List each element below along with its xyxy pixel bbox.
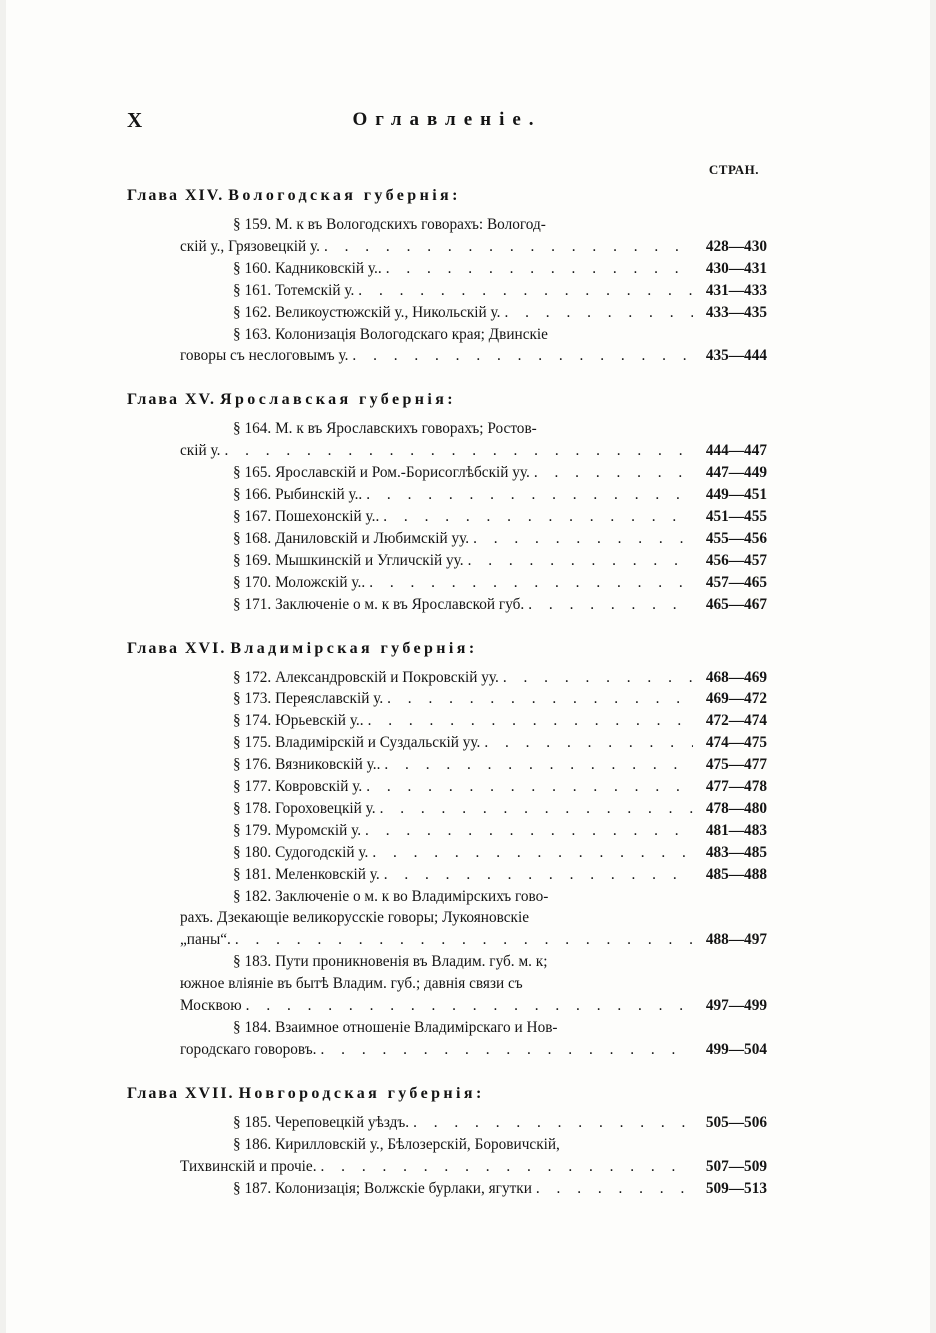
toc-entry-text: § 171. Заключеніе о м. к въ Ярославской губ. — [233, 595, 525, 613]
toc-entry-line — [127, 995, 767, 1017]
toc-entry-line — [127, 798, 767, 820]
chapter-heading — [127, 637, 767, 661]
toc-entry-line — [127, 440, 767, 462]
page-range: 456—457 — [705, 551, 767, 569]
toc-entry — [127, 418, 767, 462]
page-column-header: СТРАН. — [708, 162, 759, 177]
toc-entry-line — [127, 1112, 767, 1134]
toc-entry — [127, 258, 767, 280]
toc-entry-text: § 183. Пути проникновенія въ Владим. губ. м. к; — [233, 953, 548, 971]
toc-entry-text: § 177. Ковровскій у. — [233, 778, 363, 796]
toc-entry-text: § 187. Колонизація; Волжскіе бурлаки, ягутки — [233, 1179, 532, 1197]
toc-entry-text: § 159. М. к въ Вологодскихъ говорахъ: Вологод- — [233, 216, 546, 233]
dot-leader — [380, 754, 693, 776]
page-range: 509—513 — [705, 1179, 767, 1197]
toc-entry-text: § 168. Даниловскій и Любимскій уу. — [233, 529, 470, 547]
toc-entry-line — [127, 688, 767, 710]
dot-leader — [231, 929, 693, 951]
dot-leader — [499, 667, 693, 689]
toc-entry-line — [127, 258, 767, 280]
page-range: 428—430 — [705, 237, 767, 255]
dot-leader — [368, 842, 693, 864]
chapter-heading — [127, 184, 767, 208]
toc-entry-text: § 173. Переяславскій у. — [233, 690, 384, 708]
toc-entry-text: § 172. Александровскій и Покровскій уу. — [233, 668, 499, 686]
page-range: 483—485 — [705, 843, 767, 861]
page-range: 435—444 — [705, 347, 767, 365]
toc-entry-text: § 185. Череповецкій уѣздъ. — [233, 1113, 410, 1131]
dot-leader — [364, 710, 693, 732]
toc-entry-text: § 182. Заключеніе о м. к во Владимірскихъ гово- — [233, 887, 549, 905]
toc-entry-line — [127, 820, 767, 842]
toc-entry — [127, 594, 767, 616]
toc-entry — [127, 820, 767, 842]
page-range: 430—431 — [705, 259, 767, 277]
page-range: 451—455 — [705, 507, 767, 525]
dot-leader — [382, 258, 693, 280]
toc-entry-line — [127, 842, 767, 864]
page-range: 499—504 — [705, 1040, 767, 1058]
toc-entry — [127, 951, 767, 1017]
chapter-section — [127, 637, 767, 1061]
toc-entry-line — [127, 572, 767, 594]
page-range: 449—451 — [705, 486, 767, 504]
toc-entry-text: § 179. Муромскій у. — [233, 821, 362, 839]
page-range: 477—478 — [705, 778, 767, 796]
toc-entry — [127, 842, 767, 864]
page-range: 472—474 — [705, 712, 767, 730]
toc-entry-text: скій у. — [180, 442, 221, 460]
toc-entry-text: § 186. Кирилловскій у., Бѣлозерскій, Боровичскій, — [233, 1135, 560, 1153]
page-range: 488—497 — [705, 931, 767, 949]
toc-entry-line — [127, 710, 767, 732]
dot-leader — [317, 1039, 693, 1061]
chapter-section — [127, 1082, 767, 1200]
toc-entry-text: § 164. М. к въ Ярославскихъ говорахъ; Ростов- — [233, 420, 537, 438]
toc-entry-text: рахъ. Дзекающіе великорусскіе говоры; Лукояновскіе — [180, 909, 530, 927]
chapter-section — [127, 388, 767, 615]
toc-entry-text: § 169. Мышкинскій и Угличскій уу. — [233, 551, 464, 569]
dot-leader — [464, 550, 693, 572]
page-range: 481—483 — [705, 821, 767, 839]
chapter-label: Глава XIV. — [127, 187, 225, 204]
dot-leader — [469, 528, 693, 550]
toc-entry-line — [127, 550, 767, 572]
page-number: X — [127, 108, 143, 132]
toc-entry — [127, 688, 767, 710]
dot-leader — [530, 462, 693, 484]
dot-leader — [354, 280, 693, 302]
toc-entry-line — [127, 951, 767, 973]
toc-entry-line — [127, 1178, 767, 1200]
toc-entry-line — [127, 1017, 767, 1039]
page-range: 465—467 — [705, 595, 767, 613]
dot-leader — [242, 995, 693, 1017]
dot-leader — [501, 302, 694, 324]
page-range: 431—433 — [705, 281, 767, 299]
chapter-title: Новгородская губернія: — [238, 1084, 485, 1102]
chapter-title: Ярославская губернія: — [220, 391, 457, 409]
toc-entry-line — [127, 302, 767, 324]
toc-entry-line — [127, 324, 767, 346]
toc-entry — [127, 1178, 767, 1200]
page-range: 497—499 — [705, 997, 767, 1015]
toc-entry-text: § 175. Владимірскій и Суздальскій уу. — [233, 734, 481, 752]
toc-entry-line — [127, 462, 767, 484]
dot-leader — [409, 1112, 693, 1134]
toc-entry — [127, 798, 767, 820]
toc-entry-text: „паны“. — [180, 931, 231, 949]
dot-leader — [383, 688, 693, 710]
toc-entry-line — [127, 484, 767, 506]
page-range: 457—465 — [705, 573, 767, 591]
chapter-label: Глава XVII. — [127, 1084, 235, 1102]
toc-entry — [127, 864, 767, 886]
toc-entry-text: § 167. Пошехонскій у.. — [233, 507, 380, 525]
toc-entry-line — [127, 1134, 767, 1156]
toc-entry-text: § 161. Тотемскій у. — [233, 281, 355, 299]
toc-entry-text: § 162. Великоустюжскій у., Никольскій у. — [233, 303, 501, 321]
chapter-title: Вологодская губернія: — [228, 187, 461, 204]
page-range: 475—477 — [705, 756, 767, 774]
toc-entry — [127, 710, 767, 732]
dot-leader — [365, 572, 693, 594]
running-title: Оглавленіе. — [352, 109, 542, 130]
dot-leader — [220, 440, 693, 462]
page-range: 455—456 — [705, 529, 767, 547]
toc-entry-text: Тихвинскій и прочіе. — [180, 1157, 317, 1175]
dot-leader — [362, 484, 693, 506]
toc-entry — [127, 1134, 767, 1178]
dot-leader — [320, 236, 693, 258]
toc-entry-line — [127, 973, 767, 995]
toc-entry — [127, 302, 767, 324]
toc-entry — [127, 550, 767, 572]
toc-entry — [127, 754, 767, 776]
dot-leader — [380, 864, 693, 886]
toc-entry-line — [127, 280, 767, 302]
dot-leader — [376, 798, 693, 820]
dot-leader — [524, 594, 693, 616]
toc-entry — [127, 528, 767, 550]
toc-entry-line — [127, 886, 767, 908]
toc-entry-text: § 160. Кадниковскій у.. — [233, 259, 382, 277]
dot-leader — [317, 1156, 693, 1178]
toc-entry-text: § 174. Юрьевскій у.. — [233, 712, 364, 730]
toc-entry-text: § 184. Взаимное отношеніе Владимірскаго и Нов- — [233, 1019, 558, 1036]
toc-entry-line — [127, 528, 767, 550]
toc-entry-line — [127, 776, 767, 798]
toc-entry-text: городскаго говоровъ. — [180, 1040, 317, 1058]
toc-entry-line — [127, 594, 767, 616]
toc-entry — [127, 667, 767, 689]
toc-entry-line — [127, 1039, 767, 1061]
toc-entry-line — [127, 418, 767, 440]
page-range: 485—488 — [705, 865, 767, 883]
toc-entry-line — [127, 929, 767, 951]
page-range: 507—509 — [705, 1157, 767, 1175]
dot-leader — [361, 820, 693, 842]
toc-entry — [127, 484, 767, 506]
toc-entry-line — [127, 236, 767, 258]
toc-entry-text: § 165. Ярославскій и Ром.-Борисоглѣбскій уу. — [233, 464, 530, 482]
toc-entry — [127, 776, 767, 798]
toc-entry — [127, 1017, 767, 1061]
toc-entry — [127, 280, 767, 302]
toc-entry — [127, 732, 767, 754]
page-range: 469—472 — [705, 690, 767, 708]
toc-entry-line — [127, 754, 767, 776]
toc-entry-line — [127, 732, 767, 754]
toc-entry — [127, 886, 767, 952]
toc-entry-text: § 170. Моложскій у.. — [233, 573, 366, 591]
toc-entry-line — [127, 1156, 767, 1178]
toc-entry — [127, 572, 767, 594]
page-range: 433—435 — [705, 303, 767, 321]
dot-leader — [480, 732, 693, 754]
toc-entry — [127, 506, 767, 528]
dot-leader — [532, 1178, 693, 1200]
toc-entry — [127, 214, 767, 258]
dot-leader — [379, 506, 693, 528]
dot-leader — [362, 776, 693, 798]
toc-entry-line — [127, 667, 767, 689]
chapter-label: Глава XV. — [127, 391, 217, 409]
toc-entry-line — [127, 345, 767, 367]
page-range: 468—469 — [705, 668, 767, 686]
toc-entry — [127, 1112, 767, 1134]
toc-entry-text: § 176. Вязниковскій у.. — [233, 756, 381, 774]
page-range: 478—480 — [705, 799, 767, 817]
dot-leader — [348, 345, 693, 367]
toc-entry-text: южное вліяніе въ бытѣ Владим. губ.; давнія связи съ — [180, 975, 523, 993]
page-header — [127, 108, 767, 138]
toc-entry-line — [127, 907, 767, 929]
toc-entry-line — [127, 864, 767, 886]
table-of-contents — [127, 184, 767, 1220]
page-range: 444—447 — [705, 442, 767, 460]
chapter-label: Глава XVI. — [127, 639, 227, 657]
page-range: 447—449 — [705, 464, 767, 482]
toc-entry — [127, 462, 767, 484]
toc-entry-text: скій у., Грязовецкій у. — [180, 237, 320, 255]
toc-entry — [127, 324, 767, 368]
toc-entry-text: говоры съ неслоговымъ у. — [180, 347, 349, 365]
toc-entry-text: § 178. Гороховецкій у. — [233, 799, 376, 817]
chapter-title: Владимірская губернія: — [230, 639, 478, 657]
toc-entry-text: § 163. Колонизація Вологодскаго края; Двинскіе — [233, 325, 548, 343]
toc-entry-line — [127, 506, 767, 528]
page-range: 474—475 — [705, 734, 767, 752]
toc-entry-text: § 180. Судогодскій у. — [233, 843, 369, 861]
chapter-heading — [127, 388, 767, 412]
chapter-heading — [127, 1082, 767, 1106]
toc-entry-text: Москвою — [180, 997, 242, 1015]
page-range: 505—506 — [705, 1113, 767, 1131]
toc-entry-line — [127, 214, 767, 236]
toc-entry-text: § 181. Меленковскій у. — [233, 865, 380, 883]
chapter-section — [127, 184, 767, 367]
toc-entry-text: § 166. Рыбинскій у.. — [233, 486, 363, 504]
